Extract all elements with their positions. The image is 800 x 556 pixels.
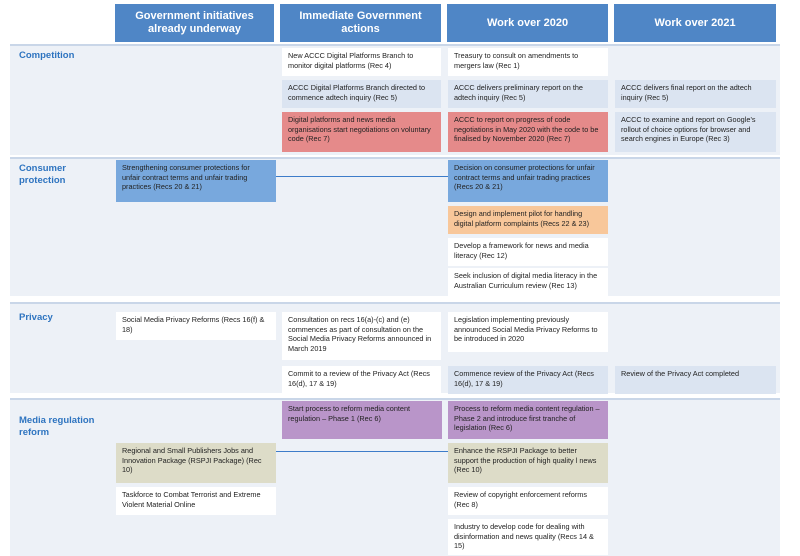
- cell-commit-review: Commit to a review of the Privacy Act (Recs 16(d), 17 & 19): [282, 366, 441, 394]
- cell-commence-review: Commence review of the Privacy Act (Recs 16(d), 17 & 19): [448, 366, 608, 394]
- cell-curriculum-review: Seek inclusion of digital media literacy in the Australian Curriculum review (Rec 13): [448, 268, 608, 296]
- cell-copyright-review: Review of copyright enforcement reforms (Rec 8): [448, 487, 608, 515]
- cell-adtech-preliminary: ACCC delivers preliminary report on the adtech inquiry (Rec 5): [448, 80, 608, 108]
- cell-privacy-legislation: Legislation implementing previously announced Social Media Privacy Reforms to be introduced in 2020: [448, 312, 608, 352]
- cell-media-reform-phase1: Start process to reform media content regulation – Phase 1 (Rec 6): [282, 401, 442, 439]
- cell-google-choice: ACCC to examine and report on Google’s rollout of choice options for browser and search engines in Europe (Rec 3): [615, 112, 776, 152]
- connector-media: [276, 451, 448, 452]
- cell-strengthening-protections: Strengthening consumer protections for unfair contract terms and unfair trading practices (Recs 20 & 21): [116, 160, 276, 202]
- cell-complaints-pilot: Design and implement pilot for handling digital platform complaints (Recs 22 & 23): [448, 206, 608, 234]
- cell-disinformation-code: Industry to develop code for dealing with disinformation and news quality (Recs 14 & 15): [448, 519, 608, 555]
- cell-mergers-law: Treasury to consult on amendments to mergers law (Rec 1): [448, 48, 608, 76]
- header-government-initiatives: Government initiatives already underway: [115, 4, 274, 42]
- cell-voluntary-code-negotiations: Digital platforms and news media organisations start negotiations on voluntary code (Rec 7): [282, 112, 441, 152]
- section-label-competition: Competition: [19, 50, 75, 61]
- cell-decision-protections: Decision on consumer protections for unfair contract terms and unfair trading practices (Recs 20 & 21): [448, 160, 608, 202]
- cell-terrorist-taskforce: Taskforce to Combat Terrorist and Extreme Violent Material Online: [116, 487, 276, 515]
- section-label-consumer: Consumer protection: [19, 163, 66, 186]
- connector-consumer: [276, 176, 448, 177]
- cell-adtech-directed: ACCC Digital Platforms Branch directed to commence adtech inquiry (Rec 5): [282, 80, 441, 108]
- header-work-2021: Work over 2021: [614, 4, 776, 42]
- cell-acc-branch: New ACCC Digital Platforms Branch to monitor digital platforms (Rec 4): [282, 48, 441, 76]
- cell-review-completed: Review of the Privacy Act completed: [615, 366, 776, 394]
- section-label-privacy: Privacy: [19, 312, 53, 323]
- cell-consultation-recs: Consultation on recs 16(a)-(c) and (e) commences as part of consultation on the Social Media Privacy Reforms announced in March 2019: [282, 312, 441, 360]
- cell-code-progress: ACCC to report on progress of code negotiations in May 2020 with the code to be finalised by November 2020 (Rec 7): [448, 112, 608, 152]
- header-immediate-actions: Immediate Government actions: [280, 4, 441, 42]
- cell-media-reform-phase2: Process to reform media content regulation – Phase 2 and introduce first tranche of legislation (Rec 6): [448, 401, 608, 439]
- cell-adtech-final: ACCC delivers final report on the adtech inquiry (Rec 5): [615, 80, 776, 108]
- section-label-media: Media regulation reform: [19, 415, 95, 438]
- cell-enhance-rspji: Enhance the RSPJI Package to better support the production of high quality l news (Rec 10): [448, 443, 608, 483]
- cell-social-media-privacy: Social Media Privacy Reforms (Recs 16(f) & 18): [116, 312, 276, 340]
- header-work-2020: Work over 2020: [447, 4, 608, 42]
- cell-rspji-package: Regional and Small Publishers Jobs and Innovation Package (RSPJI Package) (Rec 10): [116, 443, 276, 483]
- cell-media-literacy-framework: Develop a framework for news and media literacy (Rec 12): [448, 238, 608, 266]
